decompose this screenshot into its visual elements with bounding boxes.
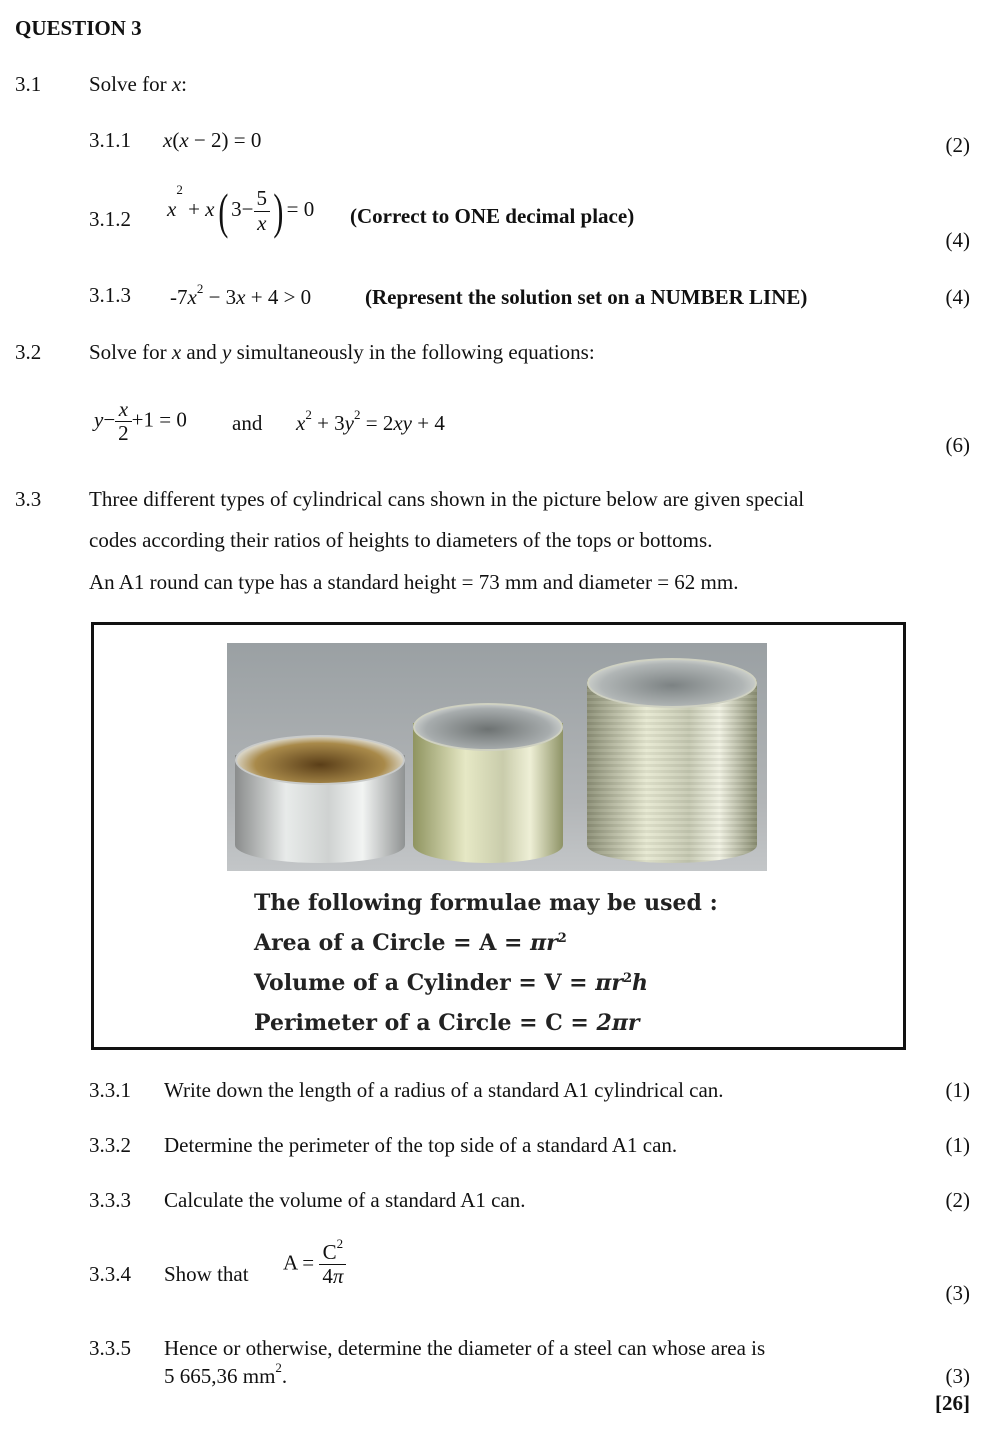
q3-1-number: 3.1 [15, 72, 42, 96]
q3-1-3-marks: (4) [945, 285, 970, 309]
q3-2-number: 3.2 [15, 340, 42, 364]
q3-2-instruction [89, 340, 595, 365]
q3-3-2-number: 3.3.2 [89, 1133, 131, 1157]
q3-2-equation-1: y− $\frac{x}{2}$ +1 = 0 [94, 397, 187, 446]
q3-1-3-note: (Represent the solution set on a NUMBER LINE) [365, 285, 808, 309]
q3-3-1-number: 3.3.1 [89, 1078, 131, 1102]
can-tall [587, 658, 757, 863]
q3-1-1-number: 3.1.1 [89, 128, 131, 152]
q3-1-3-inequality: $-7x^2 - 3x + 4 > 0$ [170, 281, 312, 309]
q3-3-4-number: 3.3.4 [89, 1262, 131, 1286]
q3-2-text-a: Solve for [89, 340, 167, 364]
q3-3-4-text: Show that [164, 1262, 249, 1286]
picture-frame [91, 622, 906, 1050]
q3-1-2-equation: $x^2 + x$( 3− $\frac{5}{x}$ ) = 0 [167, 182, 315, 239]
q3-1-instruction [89, 72, 187, 97]
formula-perimeter-expr: 2πr [596, 1010, 640, 1036]
question-total: [26] [935, 1391, 970, 1415]
q3-1-1-equation: x(x − 2) = 0 [163, 128, 262, 152]
q3-3-5-area-text: 5 665,36 mm [164, 1364, 276, 1388]
q3-3-3-marks: (2) [945, 1188, 970, 1212]
formula-area-expr: πr [530, 930, 558, 956]
q3-3-4-marks: (3) [945, 1281, 970, 1305]
q3-3-5-area-value: 5 665,36 $mm^2$. [164, 1360, 288, 1388]
q3-1-text: Solve for [89, 72, 167, 96]
q3-1-2-number: 3.1.2 [89, 207, 131, 231]
formula-volume-label: Volume of a Cylinder = V = [254, 970, 596, 996]
formula-area-label: Area of a Circle = A = [254, 930, 531, 956]
cans-photo [227, 643, 767, 871]
q3-2-text-b: simultaneously in the following equations: [236, 340, 595, 364]
q3-3-5-text: Hence or otherwise, determine the diameter of a steel can whose area is [164, 1336, 766, 1360]
formula-volume-h: h [632, 970, 649, 996]
q3-2-var-y: y [221, 340, 232, 364]
formula-perimeter-label: Perimeter of a Circle = C = [254, 1010, 597, 1036]
q3-3-3-text: Calculate the volume of a standard A1 can. [164, 1188, 526, 1212]
q3-1-2-note: (Correct to ONE decimal place) [350, 204, 635, 228]
q3-1-2-marks: (4) [945, 228, 970, 252]
q3-2-var-x: x [171, 340, 182, 364]
formulae-heading: The following formulae may be used : [254, 890, 718, 916]
formula-volume-expr: πr [595, 970, 623, 996]
q3-3-4-formula: A = $\frac{C^2}{4\pi}$ [283, 1241, 346, 1288]
q3-1-var: x [171, 72, 182, 96]
q3-2-and-join: and [232, 411, 263, 435]
q3-2-marks: (6) [945, 433, 970, 457]
q3-1-3-number: 3.1.3 [89, 283, 131, 307]
formula-volume: Volume of a Cylinder = $V = \pi r^2h$ [254, 970, 649, 996]
q3-3-number: 3.3 [15, 487, 42, 511]
q3-1-colon: : [181, 72, 187, 96]
formulae-box [254, 883, 718, 1043]
can-medium [413, 703, 563, 863]
question-title: QUESTION 3 [15, 16, 142, 40]
q3-3-3-number: 3.3.3 [89, 1188, 131, 1212]
q3-3-5-marks: (3) [945, 1364, 970, 1388]
q3-3-2-text: Determine the perimeter of the top side of a standard A1 can. [164, 1133, 678, 1157]
q3-3-2-marks: (1) [945, 1133, 970, 1157]
formula-area: Area of a Circle = $A = \pi r^2$ [254, 930, 567, 956]
q3-1-1-marks: (2) [945, 133, 970, 157]
can-short [235, 735, 405, 863]
formula-perimeter [254, 1003, 718, 1043]
q3-3-1-marks: (1) [945, 1078, 970, 1102]
q3-2-equation-2: $x^2 + 3y^2 = 2xy + 4$ [296, 407, 445, 435]
q3-2-and: and [186, 340, 217, 364]
q3-3-line-3: An A1 round can type has a standard height = 73 mm and diameter = 62 mm. [89, 570, 739, 594]
q3-3-1-text: Write down the length of a radius of a standard A1 cylindrical can. [164, 1078, 724, 1102]
q3-3-5-number: 3.3.5 [89, 1336, 131, 1360]
q3-3-line-2: codes according their ratios of heights to diameters of the tops or bottoms. [89, 528, 713, 552]
q3-3-line-1: Three different types of cylindrical cans shown in the picture below are given special [89, 487, 805, 511]
